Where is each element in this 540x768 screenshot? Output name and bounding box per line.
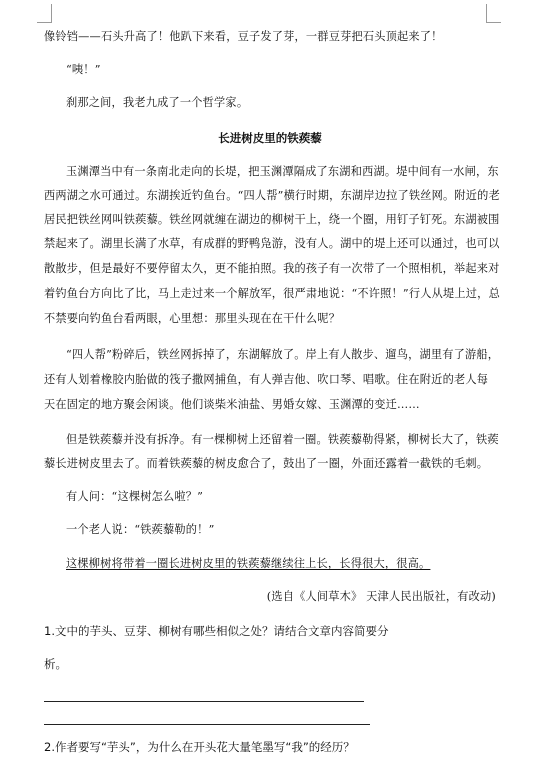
dialogue-answer: 一个老人说：“铁蒺藜勒的！” [66, 523, 215, 536]
answer-blank-line[interactable] [44, 724, 370, 725]
passage-p2-line: 还有人划着橡胶内胎做的筏子撒网捕鱼，有人弹吉他、吹口琴、唱歌。住在附近的老人每 [44, 373, 489, 386]
passage-p1-line: 居民把铁丝网叫铁蒺藜。铁丝网就缠在湖边的柳树干上，绕一个圈，用钉子钉死。东湖被围 [44, 213, 500, 226]
passage-p2-line: “四人帮”粉碎后，铁丝网拆掉了，东湖解放了。岸上有人散步、遛鸟，湖里有了游船， [66, 348, 500, 361]
exclamation-line: “咦！” [66, 63, 101, 76]
crop-mark-top-right [486, 4, 501, 23]
question-2: 2.作者要写“芋头”，为什么在开头花大量笔墨写“我”的经历？ [44, 740, 355, 754]
answer-blank-line[interactable] [44, 701, 364, 702]
passage-p2-line: 天在固定的地方聚会闲谈。他们谈柴米油盐、男婚女嫁、玉渊潭的变迁…… [44, 398, 420, 411]
passage-p1-line: 禁起来了。湖里长满了水草，有成群的野鸭凫游，没有人。湖中的堤上还可以通过，也可以 [44, 237, 500, 250]
passage-p3-line: 藜长进树皮里去了。而着铁蒺藜的树皮愈合了，鼓出了一圈，外面还露着一截铁的毛刺。 [44, 457, 489, 470]
passage-p3-line: 但是铁蒺藜并没有拆净。有一棵柳树上还留着一圈。铁蒺藜勒得紧，柳树长大了，铁蒺 [66, 433, 499, 446]
passage-p1-line: 不禁要向钓鱼台看两眼，心里想：那里头现在在干什么呢？ [44, 312, 341, 325]
question-1-line-2: 析。 [44, 657, 67, 671]
crop-mark-top-left [37, 4, 52, 23]
passage-p1-line: 西两湖之水可通过。东湖挨近钓鱼台。“四人帮”横行时期，东湖岸边拉了铁丝网。附近的老 [44, 189, 500, 202]
story-continuation-line: 像铃铛——石头升高了！他趴下来看，豆子发了芽，一群豆芽把石头顶起来了！ [44, 30, 443, 43]
closing-sentence: 这棵柳树将带着一圈长进树皮里的铁蒺藜继续往上长，长得很大，很高。 [66, 557, 431, 570]
question-1-line-1: 1.文中的芋头、豆芽、柳树有哪些相似之处？请结合文章内容简要分 [44, 624, 389, 638]
passage-p1-line: 着钓鱼台方向比了比，马上走过来一个解放军，很严肃地说：“不许照！”行人从堤上过，总 [44, 287, 500, 300]
passage-title: 长进树皮里的铁蒺藜 [218, 131, 322, 145]
passage-p1-line: 玉渊潭当中有一条南北走向的长堤，把玉渊潭隔成了东湖和西湖。堤中间有一水闸，东 [66, 165, 499, 178]
story-closing-line: 刹那之间，我老九成了一个哲学家。 [66, 96, 249, 109]
source-citation: (选自《人间草木》 天津人民出版社，有改动) [266, 590, 496, 603]
passage-p1-line: 散散步，但是最好不要停留太久，更不能拍照。我的孩子有一次带了一个照相机，举起来对 [44, 262, 500, 275]
dialogue-question: 有人问：“这棵树怎么啦？” [66, 490, 204, 503]
